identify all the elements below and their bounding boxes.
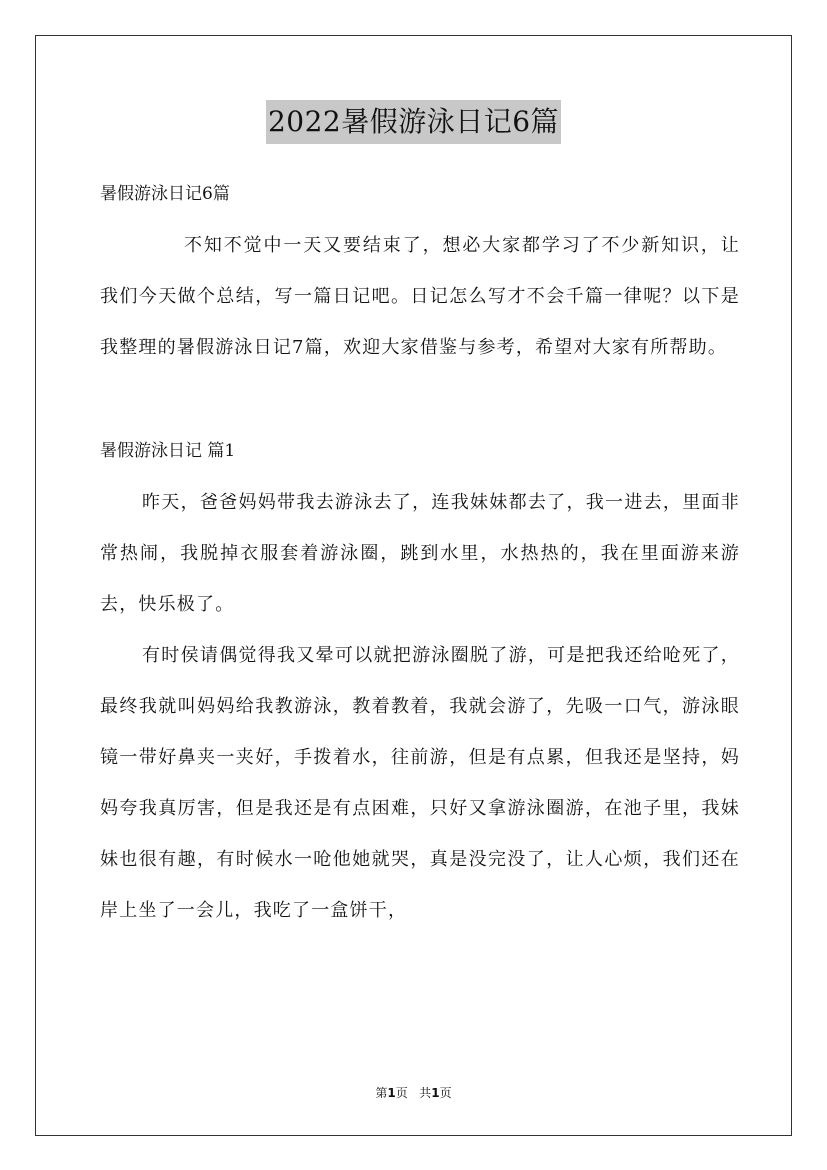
section-gap <box>100 373 740 425</box>
intro-heading: 暑假游泳日记6篇 <box>100 184 230 204</box>
page-suffix: 页 <box>395 1086 408 1100</box>
page-prefix: 第 <box>375 1086 388 1100</box>
section1-paragraph-2: 有时侯请偶觉得我又晕可以就把游泳圈脱了游，可是把我还给呛死了，最终我就叫妈妈给我教游泳，教着教着，我就会游了，先吸一口气，游泳眼镜一带好鼻夹一夹好，手拨着水，往前游，但是有点累，但我还是坚持，妈妈夸我真厉害，但是我还是有点困难，只好又拿游泳圈游，在池子里，我妹妹也很有趣，有时候水一呛他她就哭，真是没完没了，让人心烦，我们还在岸上坐了一会儿，我吃了一盒饼干， <box>100 645 740 921</box>
total-prefix: 共 <box>419 1086 432 1100</box>
section1-heading: 暑假游泳日记 篇1 <box>100 441 236 461</box>
title-container <box>0 100 827 144</box>
document-title: 2022暑假游泳日记6篇 <box>266 100 561 144</box>
document-body <box>100 168 740 936</box>
intro-paragraph: 不知不觉中一天又要结束了，想必大家都学习了不少新知识，让我们今天做个总结，写一篇日记吧。日记怎么写才不会千篇一律呢？以下是我整理的暑假游泳日记7篇，欢迎大家借鉴与参考，希望对大家有所帮助。 <box>100 235 740 358</box>
total-pages: 1 <box>431 1086 440 1100</box>
page-number: 1 <box>387 1086 396 1100</box>
section1-paragraph-1: 昨天，爸爸妈妈带我去游泳去了，连我妹妹都去了，我一进去，里面非常热闹，我脱掉衣服套着游泳圈，跳到水里，水热热的，我在里面游来游去，快乐极了。 <box>100 492 740 615</box>
page-footer <box>0 1084 827 1101</box>
total-suffix: 页 <box>439 1086 452 1100</box>
